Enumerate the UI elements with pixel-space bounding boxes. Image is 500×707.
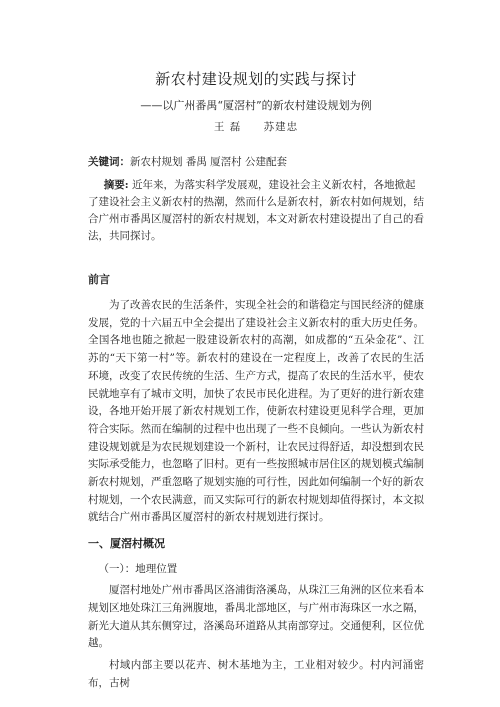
section-heading-preface: 前言 — [88, 273, 110, 286]
author-name: 王 磊 — [213, 121, 242, 133]
body-paragraph: 厦滘村地处广州市番禺区洛浦街洛溪岛，从珠江三角洲的区位来看本规划区地处珠江三角洲腹地，番禺北部地区，与广州市海珠区一水之隔，新光大道从其东侧穿过，洛溪岛环道路从其南部穿过。交通便利，区位优越。 — [88, 584, 424, 650]
keywords — [88, 154, 424, 169]
body-paragraph: 村域内部主要以花卉、树木基地为主，工业相对较少。村内河涌密布，古树 — [88, 658, 424, 689]
author-line — [88, 119, 424, 134]
abstract-text: 近年来，为落实科学发展观，建设社会主义新农村，各地掀起了建设社会主义新农村的热潮，然而什么是新农村，新农村如何规划，结合广州市番禺区厦滘村的新农村规划，本文对新农村建设提出了自己的看法，共同探讨。 — [88, 179, 424, 242]
subsection-heading-location: （一）：地理位置 — [98, 563, 178, 576]
section-heading-overview: 一、厦滘村概况 — [88, 537, 165, 551]
author-name: 苏建忠 — [263, 121, 299, 133]
abstract — [88, 177, 424, 245]
keywords-text: 新农村规划 番禺 厦滘村 公建配套 — [130, 156, 288, 168]
paper-subtitle: ——以广州番禺“厦滘村”的新农村建设规划为例 — [140, 99, 372, 112]
abstract-label: 摘要: — [103, 179, 129, 191]
paper-title: 新农村建设规划的实践与探讨 — [155, 70, 357, 88]
keywords-label: 关键词： — [88, 156, 130, 168]
body-paragraph: 为了改善农民的生活条件，实现全社会的和谐稳定与国民经济的健康发展，党的十六届五中全会提出了建设社会主义新农村的重大历史任务。全国各地也随之掀起一股建设新农村的高潮，如成都的“五朵金花”、江苏的“天下第一村”等。新农村的建设在一定程度上，改善了农民的生活环境，改变了农民传统的生活、生产方式，提高了农民的生活水平，使农民就地享有了城市文明，加快了农民市民化进程。为了更好的进行新农建设，各地开始开展了新农村规划工作，使新农村建设更见科学合理，更加符合实际。然而在编制的过程中也出现了一些不良倾向。一些认为新农村建设规划就是为农民规划建设一个新村，让农民过得舒适，却没想到农民实际承受能力，也忽略了旧村。更有一些按照城市居住区的规划模式编制新农村规划，严重忽略了规划实施的可行性，因此如何编制一个好的新农村规划，一个农民满意，而又实际可行的新农村规划却值得探讨，本文拟就结合广州市番禺区厦滘村的新农村规划进行探讨。 — [88, 299, 424, 524]
